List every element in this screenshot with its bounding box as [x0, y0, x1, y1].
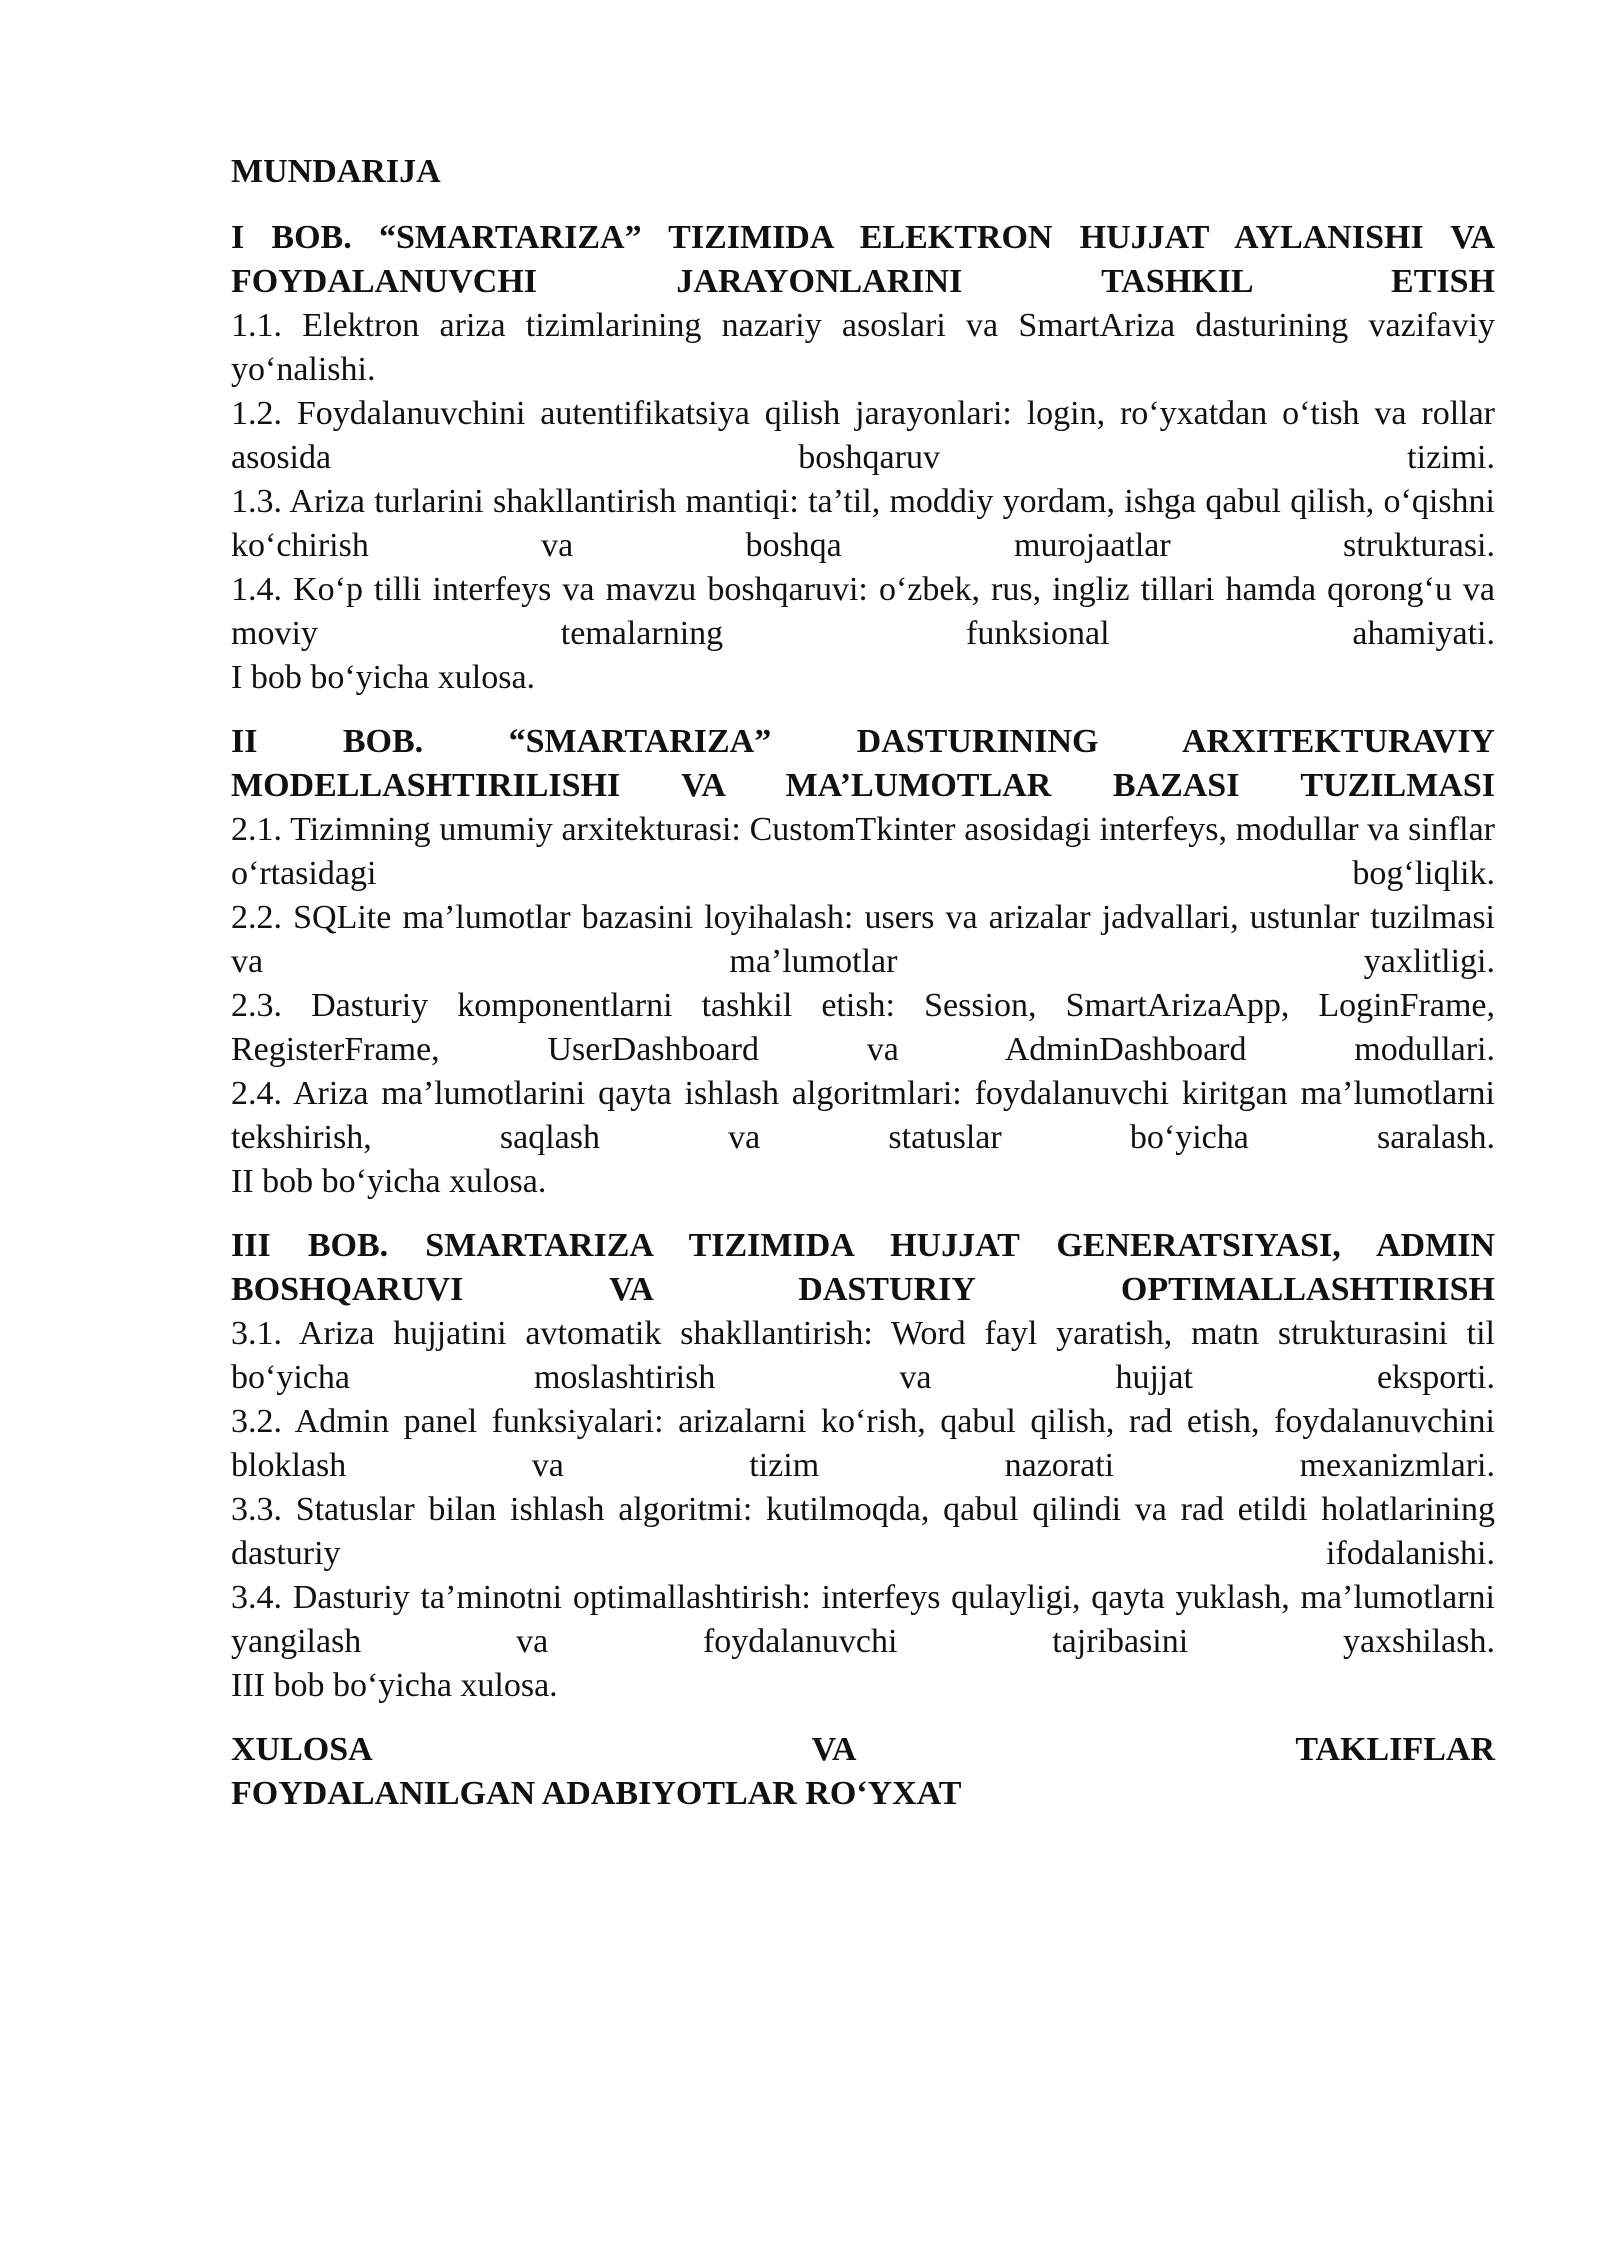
conclusion-heading: XULOSA VA TAKLIFLAR	[231, 1731, 1495, 1768]
chapter-summary: III bob bo‘yicha xulosa.	[231, 1667, 558, 1704]
document-page	[231, 150, 1495, 1816]
references-heading: FOYDALANILGAN ADABIYOTLAR RO‘YXAT	[231, 1775, 962, 1812]
chapter-1	[231, 216, 1495, 700]
chapter-summary: II bob bo‘yicha xulosa.	[231, 1163, 547, 1200]
toc-entry: 3.4. Dasturiy ta’minotni optimallashtirish: interfeys qulayligi, qayta yuklash, ma’lumotlarni yangilash va foydalanuvchi tajribasini yaxshilash.	[231, 1579, 1495, 1660]
toc-entry: 1.3. Ariza turlarini shakllantirish mantiqi: ta’til, moddiy yordam, ishga qabul qilish, o‘qishni ko‘chirish va boshqa murojaatlar strukturasi.	[231, 483, 1495, 564]
chapter-summary: I bob bo‘yicha xulosa.	[231, 659, 536, 696]
toc-entry: 1.1. Elektron ariza tizimlarining nazariy asoslari va SmartAriza dasturining vazifaviy yo‘nalishi.	[231, 307, 1495, 388]
toc-entry: 2.1. Tizimning umumiy arxitekturasi: CustomTkinter asosidagi interfeys, modullar va sinflar o‘rtasidagi bog‘liqlik.	[231, 811, 1495, 892]
toc-entry: 2.4. Ariza ma’lumotlarini qayta ishlash algoritmlari: foydalanuvchi kiritgan ma’lumotlarni tekshirish, saqlash va statuslar bo‘yicha saralash.	[231, 1075, 1495, 1156]
chapter-heading: III BOB. SMARTARIZA TIZIMIDA HUJJAT GENERATSIYASI, ADMIN BOSHQARUVI VA DASTURIY OPTIMALLASHTIRISH	[231, 1227, 1495, 1308]
toc-entry: 2.2. SQLite ma’lumotlar bazasini loyihalash: users va arizalar jadvallari, ustunlar tuzilmasi va ma’lumotlar yaxlitligi.	[231, 899, 1495, 980]
chapter-3	[231, 1224, 1495, 1708]
toc-entry: 2.3. Dasturiy komponentlarni tashkil etish: Session, SmartArizaApp, LoginFrame, RegisterFrame, UserDashboard va AdminDashboard modullari.	[231, 987, 1495, 1068]
page-title: MUNDARIJA	[231, 153, 441, 190]
chapter-2	[231, 720, 1495, 1204]
toc-entry: 1.2. Foydalanuvchini autentifikatsiya qilish jarayonlari: login, ro‘yxatdan o‘tish va rollar asosida boshqaruv tizimi.	[231, 395, 1495, 476]
chapter-heading: I BOB. “SMARTARIZA” TIZIMIDA ELEKTRON HUJJAT AYLANISHI VA FOYDALANUVCHI JARAYONLARINI TASHKIL ETISH	[231, 219, 1495, 300]
toc-entry: 3.3. Statuslar bilan ishlash algoritmi: kutilmoqda, qabul qilindi va rad etildi holatlarining dasturiy ifodalanishi.	[231, 1491, 1495, 1572]
toc-entry: 1.4. Ko‘p tilli interfeys va mavzu boshqaruvi: o‘zbek, rus, ingliz tillari hamda qorong‘u va moviy temalarning funksional ahamiyati.	[231, 571, 1495, 652]
toc-entry: 3.1. Ariza hujjatini avtomatik shakllantirish: Word fayl yaratish, matn strukturasini til bo‘yicha moslashtirish va hujjat eksporti.	[231, 1315, 1495, 1396]
toc-entry: 3.2. Admin panel funksiyalari: arizalarni ko‘rish, qabul qilish, rad etish, foydalanuvchini bloklash va tizim nazorati mexanizmlari.	[231, 1403, 1495, 1484]
chapter-heading: II BOB. “SMARTARIZA” DASTURINING ARXITEKTURAVIY MODELLASHTIRILISHI VA MA’LUMOTLAR BAZASI TUZILMASI	[231, 723, 1495, 804]
